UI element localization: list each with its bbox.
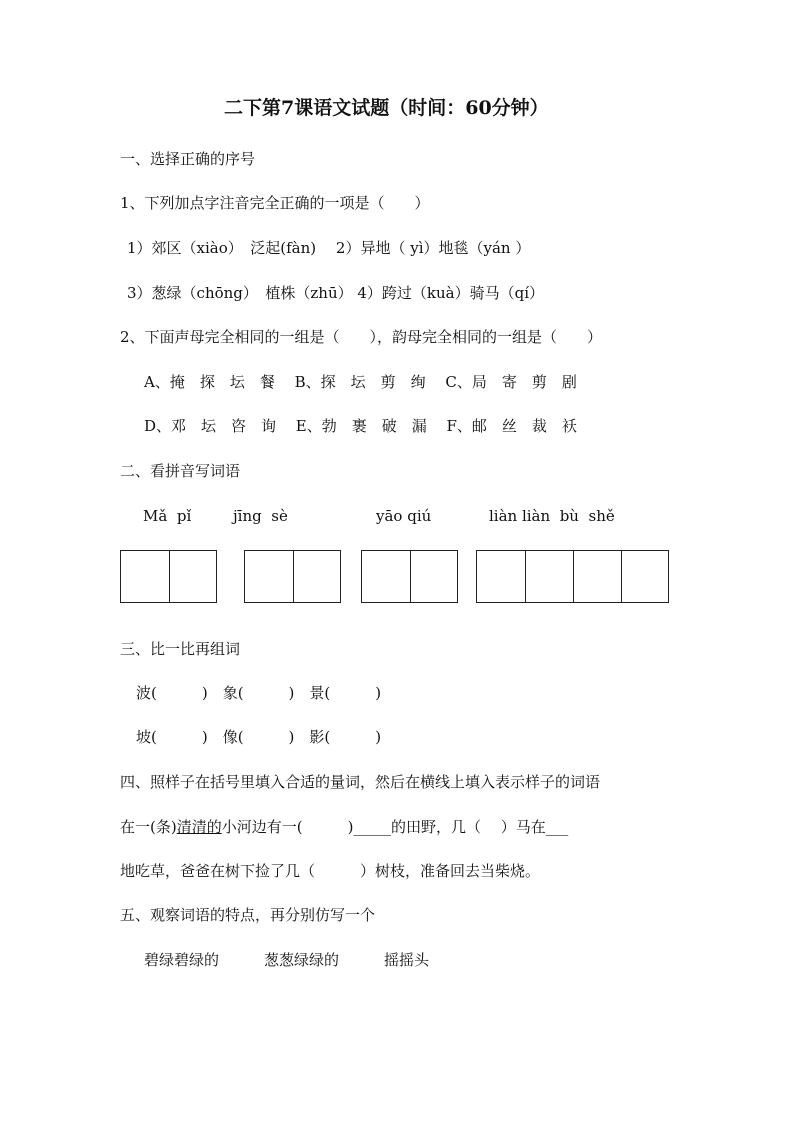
writing-grid-1[interactable]	[120, 550, 217, 603]
section1-heading: 一、选择正确的序号	[120, 150, 256, 168]
section4-heading: 四、照样子在括号里填入合适的量词，然后在横线上填入表示样子的词语	[120, 773, 601, 791]
fill-line1	[120, 817, 568, 837]
writing-cell[interactable]	[477, 551, 525, 602]
question2-options-line2: D、邓 坛 咨 询 E、勃 裹 破 漏 F、邮 丝 裁 袄	[144, 417, 577, 435]
section2-heading: 二、看拼音写词语	[120, 462, 241, 480]
pinyin-3: yāo qiú	[376, 507, 432, 525]
question1-stem: 1、下列加点字注音完全正确的一项是（ ）	[120, 194, 430, 212]
writing-cell[interactable]	[362, 551, 410, 602]
compare-line1: 波( ) 象( ) 景( )	[136, 684, 382, 702]
compare-line2: 坡( ) 像( ) 影( )	[136, 728, 382, 746]
pinyin-2: jīng sè	[233, 507, 288, 525]
writing-cell[interactable]	[293, 551, 341, 602]
page-title: 二下第7课语文试题（时间：60分钟）	[224, 97, 549, 119]
example-word-2: 葱葱绿绿的	[264, 951, 340, 969]
writing-cell[interactable]	[245, 551, 293, 602]
section5-heading: 五、观察词语的特点，再分别仿写一个	[120, 906, 376, 924]
pinyin-1: Mǎ pǐ	[143, 507, 192, 525]
writing-cell[interactable]	[121, 551, 169, 602]
example-underlined-word: 清清的	[176, 818, 222, 836]
question1-options-line1: 1）郊区（xiào） 泛起(fàn) 2）异地（ yì）地毯（yán ）	[127, 239, 531, 257]
section3-heading: 三、比一比再组词	[120, 640, 241, 658]
writing-grid-4[interactable]	[476, 550, 669, 603]
question1-options-line2: 3）葱绿（chōng） 植株（zhū） 4）跨过（kuà）骑马（qí）	[127, 284, 545, 302]
writing-cell[interactable]	[621, 551, 669, 602]
writing-grid-2[interactable]	[244, 550, 341, 603]
question2-options-line1: A、掩 探 坛 餐 B、探 坛 剪 绚 C、局 寄 剪 剧	[144, 373, 577, 391]
example-word-3: 摇摇头	[384, 951, 430, 969]
writing-cell[interactable]	[169, 551, 217, 602]
pinyin-4: liàn liàn bù shě	[489, 507, 615, 525]
fill-line2: 地吃草，爸爸在树下捡了几（ ）树枝，准备回去当柴烧。	[120, 862, 541, 880]
fill-line1-prefix: 在一(条)	[120, 818, 177, 836]
example-word-1: 碧绿碧绿的	[144, 951, 220, 969]
writing-cell[interactable]	[525, 551, 573, 602]
writing-cell[interactable]	[573, 551, 621, 602]
fill-line1-suffix: 小河边有一( )_____的田野，几（ ）马在___	[221, 818, 569, 836]
writing-cell[interactable]	[410, 551, 458, 602]
question2-stem: 2、下面声母完全相同的一组是（ ），韵母完全相同的一组是（ ）	[120, 328, 603, 346]
writing-grid-3[interactable]	[361, 550, 458, 603]
